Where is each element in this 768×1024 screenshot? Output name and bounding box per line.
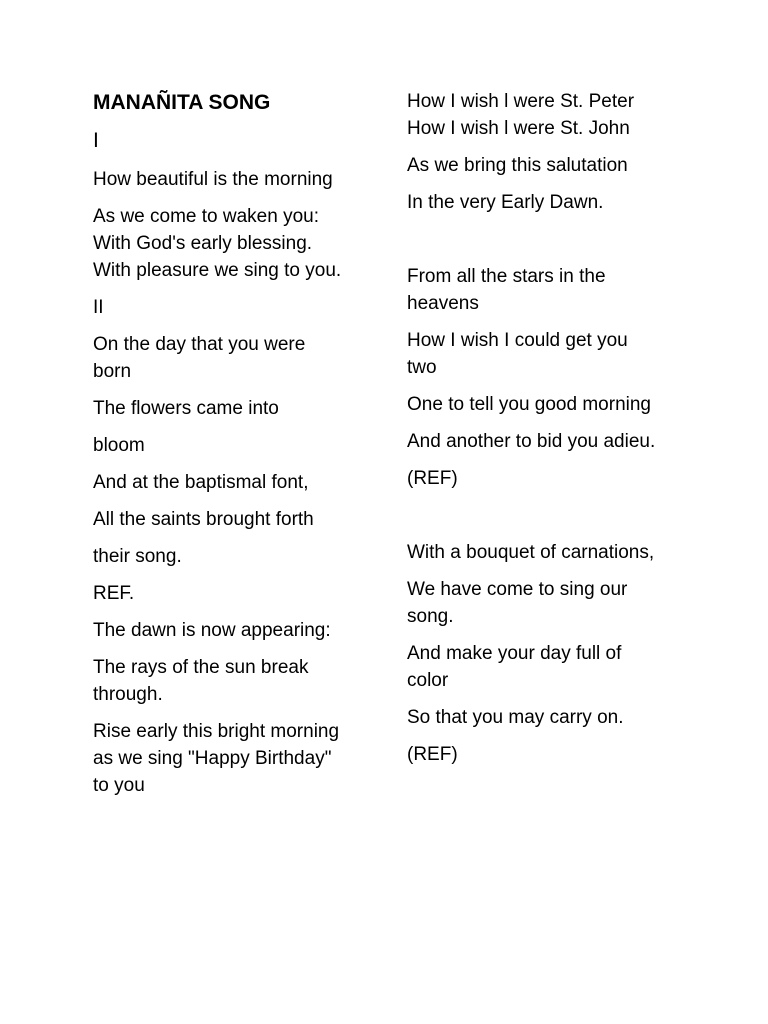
- section-numeral-ii: II: [93, 297, 104, 318]
- left-column: [93, 88, 373, 809]
- lyric-line: And make your day full of color: [407, 643, 622, 691]
- stanza-gap: [407, 226, 697, 263]
- stanza-gap: [407, 502, 697, 539]
- lyric-line: bloom: [93, 435, 145, 456]
- lyric-line: On the day that you were born: [93, 334, 306, 382]
- refrain-marker: (REF): [407, 744, 458, 765]
- section-numeral-i: I: [93, 129, 99, 152]
- lyric-line: their song.: [93, 546, 182, 567]
- lyric-line: Rise early this bright morning as we sing "Happy Birthday" to you: [93, 721, 340, 796]
- lyric-line: And another to bid you adieu.: [407, 431, 656, 452]
- right-column: [407, 88, 697, 778]
- lyric-line: As we come to waken you: With God's early blessing. With pleasure we sing to you.: [93, 206, 342, 281]
- lyric-line: And at the baptismal font,: [93, 472, 309, 493]
- lyric-line: With a bouquet of carnations,: [407, 542, 655, 563]
- refrain-label: REF.: [93, 583, 135, 604]
- lyric-line: The rays of the sun break through.: [93, 657, 309, 705]
- lyric-line: As we bring this salutation: [407, 155, 628, 176]
- refrain-marker: (REF): [407, 468, 458, 489]
- lyric-line: How beautiful is the morning: [93, 169, 333, 190]
- song-title: MANAÑITA SONG: [93, 91, 271, 114]
- lyric-line: How I wish l were St. Peter How I wish l were St. John: [407, 91, 635, 139]
- lyric-line: In the very Early Dawn.: [407, 192, 604, 213]
- lyric-line: From all the stars in the heavens: [407, 266, 606, 314]
- lyric-line: All the saints brought forth: [93, 509, 314, 530]
- lyric-line: One to tell you good morning: [407, 394, 651, 415]
- lyric-line: We have come to sing our song.: [407, 579, 628, 627]
- lyric-line: So that you may carry on.: [407, 707, 624, 728]
- lyric-line: How I wish I could get you two: [407, 330, 628, 378]
- lyric-line: The dawn is now appearing:: [93, 620, 331, 641]
- lyric-line: The flowers came into: [93, 398, 279, 419]
